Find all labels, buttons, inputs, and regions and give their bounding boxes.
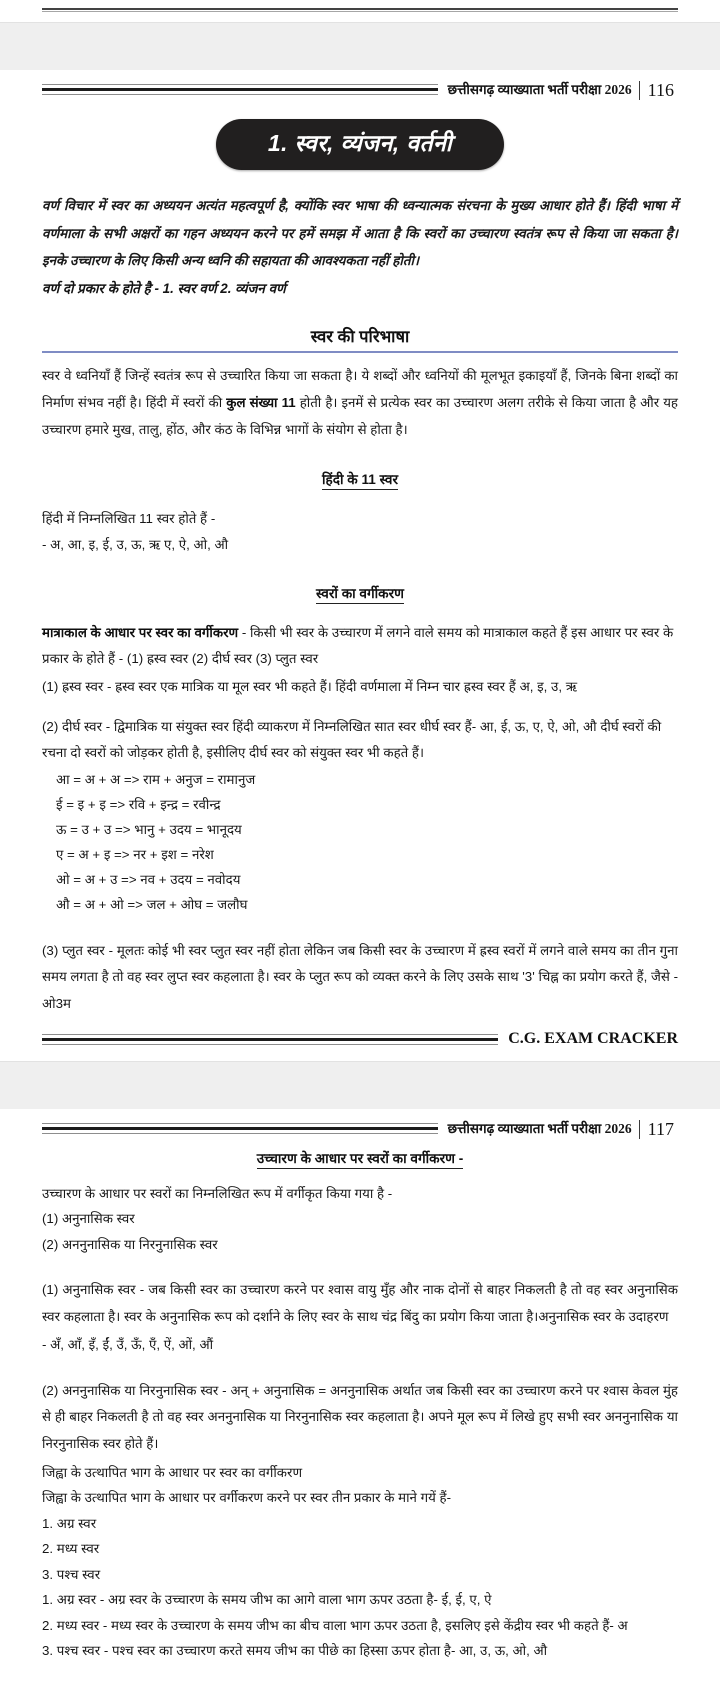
intro-types-line: वर्ण दो प्रकार के होते है - 1. स्वर वर्ण 2. व्यंजन वर्ण: [42, 280, 286, 296]
header-label-group: [438, 1119, 678, 1139]
running-title: छत्तीसगढ़ व्याख्याता भर्ती परीक्षा 2026: [447, 1120, 632, 1136]
previous-page-cutoff: [0, 0, 720, 22]
sandhi-equation-list: [42, 768, 678, 918]
heading-hindi-ke-11-swar-text: हिंदी के 11 स्वर: [322, 472, 398, 490]
accent-rule: [42, 351, 678, 353]
previous-page-footer-rule: [42, 8, 678, 10]
footer-brand: C.G. EXAM CRACKER: [498, 1030, 678, 1048]
spacer: [42, 1358, 678, 1378]
hrasva-paragraph: (1) ह्रस्व स्वर - ह्रस्व स्वर एक मात्रिक या मूल स्वर भी कहते हैं। हिंदी वर्णमाला में निम्न चार ह्रस्व स्वर हैं अ, इ, उ, ऋ: [42, 679, 578, 695]
equation-item: ए = अ + इ => नर + इश = नरेश: [56, 846, 214, 862]
eleven-lead: हिंदी में निम्नलिखित 11 स्वर होते हैं -: [42, 511, 216, 527]
page-number: 117: [639, 1120, 678, 1139]
matrakal-rest: - किसी भी स्वर के उच्चारण में लगने वाले समय को मात्राकाल कहते हैं इस आधार पर स्वर के प्रकार के होते हैं - (1) ह्रस्व स्वर (2) दीर्घ स्वर (3) प्लुत स्वर: [42, 625, 674, 667]
anunasik-paragraph: (1) अनुनासिक स्वर - जब किसी स्वर का उच्चारण करने पर श्वास वायु मुँह और नाक दोनों से बाहर निकलती है तो वह स्वर अनुनासिक स्वर कहलाता है। स्वर के अनुनासिक रूप को दर्शाने के लिए स्वर के साथ चंद्र बिंदु का प्रयोग किया जाता है।अनुनासिक स्वर के उदाहरण: [42, 1282, 678, 1324]
matrakal-paragraph: [42, 620, 678, 672]
equation-item: आ = अ + अ => राम + अनुज = रामानुज: [56, 771, 256, 787]
jihva-lead: जिह्वा के उत्थापित भाग के आधार पर वर्गीकरण करने पर स्वर तीन प्रकार के माने गयें हैं-: [42, 1490, 452, 1506]
jihva-detail-item: 1. अग्र स्वर - अग्र स्वर के उच्चारण के समय जीभ का आगे वाला भाग ऊपर उठता है- ई, ई, ए, ऐ: [42, 1592, 492, 1608]
eleven-vowel-list: - अ, आ, इ, ई, उ, ऊ, ऋ ए, ऐ, ओ, औ: [42, 536, 229, 552]
jihva-type-item: 1. अग्र स्वर: [42, 1515, 97, 1531]
jihva-detail-item: 2. मध्य स्वर - मध्य स्वर के उच्चारण के समय जीभ का बीच वाला भाग ऊपर उठता है, इसलिए इसे केंद्रीय स्वर भी कहते हैं- अ: [42, 1617, 628, 1633]
definition-bold-count: कुल संख्या 11: [226, 395, 296, 411]
page-117: [0, 1109, 720, 1688]
heading-uchcharan-vargikaran-text: उच्चारण के आधार पर स्वरों का वर्गीकरण -: [257, 1151, 464, 1169]
uchcharan-type-item: (2) अननुनासिक या निरनुनासिक स्वर: [42, 1236, 218, 1252]
definition-part-a: स्वर वे ध्वनियाँ हैं जिन्हें स्वतंत्र रूप से उच्चारित किया जा सकता है। ये शब्दों और ध्वनियों की मूलभूत इकाइयाँ हैं, जिनके बिना शब्दों का निर्माण संभव नहीं है। हिंदी में स्वरों की: [42, 368, 678, 411]
equation-item: ओ = अ + उ => नव + उदय = नवोदय: [56, 871, 241, 887]
page-separator-line: [0, 22, 720, 23]
page-separator-line: [0, 1061, 720, 1062]
intro-paragraph: वर्ण विचार में स्वर का अध्ययन अत्यंत महत्वपूर्ण है, क्योंकि स्वर भाषा की ध्वन्यात्मक संरचना के मुख्य आधार होते हैं। हिंदी भाषा में वर्णमाला के सभी अक्षरों का गहन अध्ययन करने पर हमें समझ में आता है कि स्वरों का उच्चारण स्वतंत्र रूप से किया जा सकता है। इनके उच्चारण के लिए किसी अन्य ध्वनि की सहायता की आवश्यकता नहीं होती।: [42, 198, 678, 268]
spacer: [42, 1664, 678, 1688]
page-116: [0, 70, 720, 1061]
running-title: छत्तीसगढ़ व्याख्याता भर्ती परीक्षा 2026: [447, 82, 632, 97]
uchcharan-type-item: (1) अनुनासिक स्वर: [42, 1211, 135, 1227]
heading-swaron-ka-vargikaran: [42, 583, 678, 602]
definition-paragraph: [42, 363, 678, 443]
anunasik-vowel-list: - अँ, आँ, इँ, ईं, उँ, ऊँ, एँ, ऐं, ओं, औं: [42, 1337, 214, 1353]
running-header-116: [42, 70, 678, 100]
jihva-detail-item: 3. पश्च स्वर - पश्च स्वर का उच्चारण करते समय जीभ का पीछे का हिस्सा ऊपर होता है- आ, उ, ऊ, ओ, औ: [42, 1643, 548, 1659]
spacer: [42, 702, 678, 714]
dirgha-paragraph: (2) दीर्घ स्वर - द्विमात्रिक या संयुक्त स्वर हिंदी व्याकरण में निम्नलिखित सात स्वर धीर्घ स्वर हैं- आ, ई, ऊ, ए, ऐ, ओ, औ दीर्घ स्वरों की रचना दो स्वरों को जोड़कर होती है, इसीलिए दीर्घ स्वर को संयुक्त स्वर भी कहते हैं।: [42, 719, 662, 760]
equation-item: ई = इ + इ => रवि + इन्द्र = रवीन्द्र: [56, 796, 221, 812]
equation-item: ऊ = उ + उ => भानु + उदय = भानूदय: [56, 821, 242, 837]
jihva-type-item: 3. पश्च स्वर: [42, 1566, 101, 1582]
ananunasik-paragraph: (2) अननुनासिक या निरनुनासिक स्वर - अन् + अनुनासिक = अननुनासिक अर्थात जब किसी स्वर का उच्चारण करने पर श्वास केवल मुंह से ही बाहर निकलती है तो वह स्वर अननुनासिक या निरनुनासिक स्वर कहलाता है। अपने मूल रूप में लिखे हुए सभी स्वर अननुनासिक या निरनुनासिक स्वर होते हैं।: [42, 1382, 678, 1452]
page-separator-top: [0, 22, 720, 70]
jihva-type-item: 2. मध्य स्वर: [42, 1541, 100, 1557]
page-footer-116: [42, 1029, 678, 1061]
spacer: [42, 1257, 678, 1277]
header-label-group: [438, 80, 678, 100]
heading-swar-ki-paribhasha: स्वर की परिभाषा: [310, 328, 410, 347]
definition-part-b: होती है। इनमें से प्रत्येक स्वर का उच्चारण अलग तरीके से किया जाता है और यह उच्चारण हमारे मुख, तालु, होंठ, और कंठ के विभिन्न भागों के संयोग से होता है।: [42, 395, 678, 437]
heading-uchcharan-vargikaran: [42, 1148, 678, 1167]
chapter-title-wrap: [42, 119, 678, 170]
page-separator: [0, 1061, 720, 1109]
running-header-117: [42, 1109, 678, 1139]
uchcharan-lead: उच्चारण के आधार पर स्वरों का निम्नलिखित रूप में वर्गीकृत किया गया है -: [42, 1185, 393, 1201]
heading-hindi-ke-11-swar: [42, 469, 678, 488]
pluta-paragraph: (3) प्लुत स्वर - मूलतः कोई भी स्वर प्लुत स्वर नहीं होता लेकिन जब किसी स्वर के उच्चारण में ह्रस्व स्वरों में लगने वाले समय का तीन गुना समय लगता है तो वह स्वर लुप्त स्वर कहलाता है। स्वर के प्लुत रूप को व्यक्त करने के लिए उसके साथ '3' चिह्न का प्रयोग करते हैं, जैसे - ओ3म: [42, 942, 678, 1011]
heading-swaron-ka-vargikaran-text: स्वरों का वर्गीकरण: [316, 586, 404, 604]
spacer: [42, 918, 678, 938]
page-number: 116: [639, 81, 678, 100]
matrakal-bold-label: मात्राकाल के आधार पर स्वर का वर्गीकरण: [42, 625, 239, 641]
chapter-title-pill: 1. स्वर, व्यंजन, वर्तनी: [216, 119, 504, 170]
jihva-heading: जिह्वा के उत्थापित भाग के आधार पर स्वर का वर्गीकरण: [42, 1464, 303, 1480]
equation-item: औ = अ + ओ => जल + ओघ = जलौघ: [56, 896, 248, 912]
